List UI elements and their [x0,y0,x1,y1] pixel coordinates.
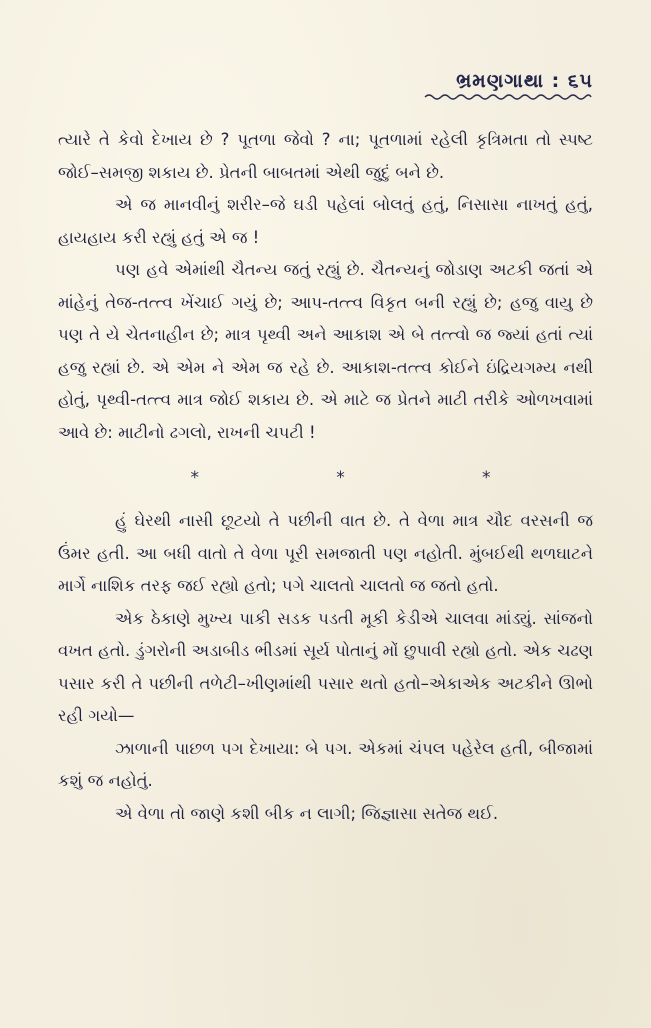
section-separator [161,463,491,493]
wavy-underline-ornament [423,92,593,102]
asterisk: * [190,468,199,488]
asterisk: * [482,468,491,488]
paragraph: એક ઠેકાણે મુખ્ય પાકી સડક પડતી મૂકી કેડીએ ચાલવા માંડ્યું. સાંજનો વખત હતો. ડુંગરોની અડાબીડ ભીડમાં સૂર્ય પોતાનું મોં છુપાવી રહ્યો હતો. એક ચઢણ પસાર કરી તે પછીની તળેટી–ખીણમાંથી પસાર થતો હતો–એકાએક અટકીને ઊભો રહી ગયો— [58,608,593,725]
paragraph: ઝાળાની પાછળ પગ દેખાયા: બે પગ. એકમાં ચંપલ પહેરેલ હતી, બીજામાં કશું જ નહોતું. [58,738,593,790]
running-head-title: ભ્રમણગાથા : ૬૫ [456,70,593,92]
body-text [58,124,593,830]
running-head [423,70,593,102]
paragraph: એ વેળા તો જાણે કશી બીક ન લાગી; જિજ્ઞાસા સતેજ થઈ. [115,803,499,823]
paragraph: પણ હવે એમાંથી ચૈતન્ય જતું રહ્યું છે. ચૈતન્યનું જોડાણ અટકી જતાં એ માંહેનું તેજ-તત્ત્વ ખેંચાઈ ગયું છે; આપ-તત્ત્વ વિકૃત બની રહ્યું છે; હજુ વાયુ છે પણ તે યે ચેતનાહીન છે; માત્ર પૃથ્વી અને આકાશ એ બે તત્ત્વો જ જ્યાં હતાં ત્યાં હજુ રહ્યાં છે. એ એમ ને એમ જ રહે છે. આકાશ-તત્ત્વ કોઈને ઇંદ્રિયગમ્ય નથી હોતું, પૃથ્વી-તત્ત્વ માત્ર જોઈ શકાય છે. એ માટે જ પ્રેતને માટી તરીકે ઓળખવામાં આવે છે: માટીનો ઢગલો, રાખની ચપટી ! [58,260,593,442]
paragraph: હું ઘેરથી નાસી છૂટયો તે પછીની વાત છે. તે વેળા માત્ર ચૌદ વરસની જ ઉંમર હતી. આ બધી વાતો તે વેળા પૂરી સમજાતી પણ નહોતી. મુંબઈથી થળઘાટને માર્ગે નાશિક તરફ જઈ રહ્યો હતો; પગે ચાલતો ચાલતો જ જતો હતો. [58,511,593,595]
asterisk: * [336,468,345,488]
paragraph: ત્યારે તે કેવો દેખાય છે ? પૂતળા જેવો ? ના; પૂતળામાં રહેલી કૃત્રિમતા તો સ્પષ્ટ જોઈ–સમજી શકાય છે. પ્રેતની બાબતમાં એથી જુદું બને છે. [58,130,593,182]
paragraph: એ જ માનવીનું શરીર–જે ઘડી પહેલાં બોલતું હતું, નિસાસા નાખતું હતું, હાયહાય કરી રહ્યું હતું એ જ ! [58,195,593,247]
